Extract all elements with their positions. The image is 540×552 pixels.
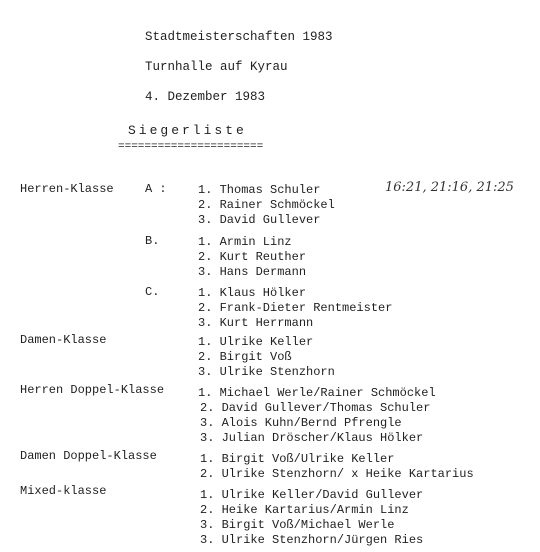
- list-item: 3. David Gullever: [198, 213, 321, 227]
- list-item: 1. Armin Linz: [198, 235, 292, 249]
- list-item: 2. Rainer Schmöckel: [198, 198, 335, 212]
- section-label-mixed: Mixed-klasse: [20, 484, 107, 498]
- section-label-herren-doppel: Herren Doppel-Klasse: [20, 383, 165, 397]
- list-item: 3. Julian Dröscher/Klaus Hölker: [200, 431, 424, 445]
- list-title-underline: ======================: [118, 141, 264, 153]
- list-item: 1. Michael Werle/Rainer Schmöckel: [198, 386, 436, 400]
- list-item: 2. Birgit Voß: [198, 350, 292, 364]
- event-venue: Turnhalle auf Kyrau: [145, 60, 288, 74]
- section-label-herren: Herren-Klasse: [20, 182, 114, 196]
- list-item: 3. Birgit Voß/Michael Werle: [200, 518, 395, 532]
- list-item: 2. David Gullever/Thomas Schuler: [200, 401, 431, 415]
- list-item: 3. Hans Dermann: [198, 265, 307, 279]
- list-item: 1. Birgit Voß/Ulrike Keller: [200, 452, 395, 466]
- list-title: Siegerliste: [128, 123, 247, 138]
- list-item: 2. Ulrike Stenzhorn/ x Heike Kartarius: [200, 467, 474, 481]
- list-item: 1. Ulrike Keller: [198, 335, 314, 349]
- subclass-label-c: C.: [145, 285, 160, 299]
- list-item: 3. Alois Kuhn/Bernd Pfrengle: [200, 416, 402, 430]
- event-date: 4. Dezember 1983: [145, 90, 266, 104]
- list-item: 2. Frank-Dieter Rentmeister: [198, 301, 393, 315]
- list-item: 2. Heike Kartarius/Armin Linz: [200, 503, 409, 517]
- list-item: 1. Klaus Hölker: [198, 286, 307, 300]
- handwritten-score-note: 16:21, 21:16, 21:25: [385, 180, 514, 195]
- list-item: 3. Ulrike Stenzhorn/Jürgen Ries: [200, 533, 424, 547]
- list-item: 3. Ulrike Stenzhorn: [198, 365, 335, 379]
- list-item: 3. Kurt Herrmann: [198, 316, 314, 330]
- event-title: Stadtmeisterschaften 1983: [145, 30, 333, 44]
- subclass-label-a: A :: [145, 182, 167, 196]
- list-item: 2. Kurt Reuther: [198, 250, 307, 264]
- subclass-label-b: B.: [145, 234, 160, 248]
- section-label-damen: Damen-Klasse: [20, 333, 107, 347]
- section-label-damen-doppel: Damen Doppel-Klasse: [20, 449, 157, 463]
- list-item: 1. Thomas Schuler: [198, 183, 321, 197]
- list-item: 1. Ulrike Keller/David Gullever: [200, 488, 424, 502]
